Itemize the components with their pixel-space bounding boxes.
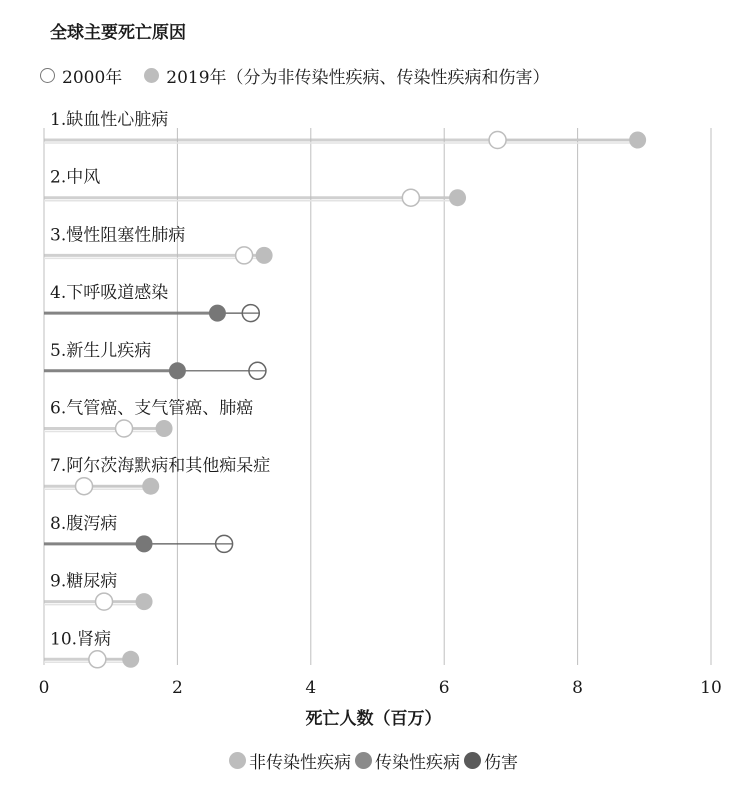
legend-label: 传染性疾病 xyxy=(375,753,460,773)
series-row xyxy=(44,399,253,438)
point-2019 xyxy=(156,420,173,437)
series-row xyxy=(44,628,139,668)
row-label: 1.缺血性心脏病 xyxy=(50,110,169,130)
row-label: 10.肾病 xyxy=(50,629,112,650)
point-2019 xyxy=(256,247,273,264)
row-label: 3.慢性阻塞性肺病 xyxy=(50,225,186,246)
series-row xyxy=(44,514,233,553)
point-2000 xyxy=(489,132,506,149)
point-2019 xyxy=(122,651,139,668)
point-2000 xyxy=(96,593,113,610)
series-row xyxy=(44,283,259,322)
point-2019 xyxy=(136,535,153,552)
x-tick-label: 10 xyxy=(700,678,722,698)
series-row xyxy=(44,225,273,264)
x-tick-label: 2 xyxy=(171,678,183,698)
filled-circle-icon xyxy=(229,752,246,769)
x-axis-label: 死亡人数（百万） xyxy=(305,709,442,729)
series-row xyxy=(44,341,266,380)
point-2000 xyxy=(89,651,106,668)
series-row xyxy=(44,110,646,149)
legend-item-communicable xyxy=(355,748,460,773)
point-2000 xyxy=(236,247,253,264)
row-label: 5.新生儿疾病 xyxy=(50,340,152,361)
row-label: 6.气管癌、支气管癌、肺癌 xyxy=(50,398,254,419)
legend-label: 伤害 xyxy=(484,753,518,773)
legend-item-injury xyxy=(464,748,518,773)
legend-item-noncommunicable xyxy=(229,748,351,773)
legend-2019-label: 2019年（分为非传染性疾病、传染性疾病和伤害） xyxy=(166,67,550,88)
point-2019 xyxy=(449,189,466,206)
x-tick-label: 6 xyxy=(438,678,450,698)
point-2019 xyxy=(142,478,159,495)
legend-2000-label: 2000年 xyxy=(62,67,123,88)
legend-label: 非传染性疾病 xyxy=(249,753,351,773)
point-2000 xyxy=(402,189,419,206)
row-label: 8.腹泻病 xyxy=(50,513,118,534)
series-row xyxy=(44,572,153,611)
series-row xyxy=(44,168,466,207)
filled-circle-icon xyxy=(464,752,481,769)
point-2000 xyxy=(116,420,133,437)
chart-title: 全球主要死亡原因 xyxy=(50,23,186,43)
row-label: 9.糖尿病 xyxy=(50,571,118,592)
grid xyxy=(44,128,711,665)
row-label: 7.阿尔茨海默病和其他痴呆症 xyxy=(50,456,271,477)
category-legend xyxy=(0,748,747,773)
row-label: 2.中风 xyxy=(50,167,101,188)
row-label: 4.下呼吸道感染 xyxy=(50,283,169,304)
point-2000 xyxy=(76,478,93,495)
x-tick-label: 0 xyxy=(38,678,50,698)
point-2019 xyxy=(136,593,153,610)
x-tick-label: 4 xyxy=(305,678,317,698)
series-row xyxy=(44,455,270,495)
x-axis-ticks xyxy=(39,678,722,698)
x-tick-label: 8 xyxy=(572,678,584,698)
point-2019 xyxy=(629,132,646,149)
point-2019 xyxy=(209,305,226,322)
series-rows xyxy=(44,110,646,668)
filled-circle-icon xyxy=(355,752,372,769)
point-2019 xyxy=(169,362,186,379)
